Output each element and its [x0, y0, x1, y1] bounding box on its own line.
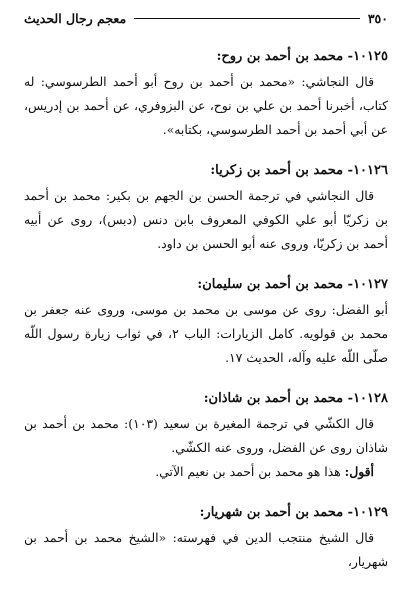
note-label: أقول:: [344, 464, 374, 479]
page-number: ٣٥٠: [367, 10, 388, 26]
book-title: معجم رجال الحديث: [24, 10, 127, 26]
entry-number: ١٠١٢٥: [353, 49, 388, 64]
entry-name: محمد بن أحمد بن روح:: [216, 49, 344, 64]
entry-10126: [24, 160, 388, 256]
entry-10128: [24, 388, 388, 484]
entry-note: [24, 460, 388, 484]
entry-heading: ١٠١٢٧- محمد بن أحمد بن سليمان:: [197, 277, 388, 292]
note-text: هذا هو محمد بن أحمد بن نعيم الآتي.: [155, 464, 341, 479]
entry-heading: ١٠١٢٥- محمد بن أحمد بن روح:: [216, 49, 388, 64]
header-rule: [134, 18, 360, 19]
document-page: [24, 8, 388, 574]
entry-number: ١٠١٢٨: [353, 391, 388, 406]
entry-paragraph: أبو الفضل: روى عن موسى بن محمد بن موسى، وروى عنه جعفر بن محمد بن قولويه. كامل الزيارات: الباب ٢، في ثواب زيارة رسول اللّه صلّى اللّه عليه وآله، الحديث ١٧.: [24, 302, 388, 365]
entry-paragraph: قال النجاشي: «محمد بن أحمد بن روح أبو أحمد الطرسوسي: له كتاب، أخبرنا أحمد بن علي بن نوح، عن البزوفري، عن أحمد بن إدريس، عن أبي أحمد بن أحمد الطرسوسي، بكتابه».: [24, 74, 388, 137]
entry-number: ١٠١٢٦: [353, 163, 388, 178]
running-header: [24, 8, 388, 28]
entry-name: محمد بن أحمد بن شهريار:: [199, 505, 344, 520]
entry-10129: [24, 502, 388, 574]
entry-heading: ١٠١٢٦- محمد بن أحمد بن زكريا:: [210, 163, 388, 178]
entry-paragraph: قال الشيخ منتجب الدين في فهرسته: «الشيخ محمد بن أحمد بن شهريار،: [24, 530, 388, 569]
entry-paragraph: قال النجاشي في ترجمة الحسن بن الجهم بن بكير: محمد بن أحمد بن زكريّا أبو علي الكوفي المعروف بابن دنس (دبس)، روى عن أبيه أحمد بن زكريّا، وروى عنه أبو الحسن بن داود.: [24, 188, 388, 251]
entry-number: ١٠١٢٧: [353, 277, 388, 292]
entry-10127: [24, 274, 388, 370]
entry-heading: ١٠١٢٩- محمد بن أحمد بن شهريار:: [199, 505, 388, 520]
entry-paragraph: قال الكشّي في ترجمة المغيرة بن سعيد (١٠٣): محمد بن أحمد بن شاذان روى عن الفضل، وروى عنه الكشّي.: [24, 416, 388, 455]
entry-name: محمد بن أحمد بن سليمان:: [197, 277, 344, 292]
entry-name: محمد بن أحمد بن شاذان:: [203, 391, 344, 406]
entry-number: ١٠١٢٩: [353, 505, 388, 520]
entry-heading: ١٠١٢٨- محمد بن أحمد بن شاذان:: [203, 391, 388, 406]
entry-10125: [24, 46, 388, 142]
entry-name: محمد بن أحمد بن زكريا:: [210, 163, 344, 178]
